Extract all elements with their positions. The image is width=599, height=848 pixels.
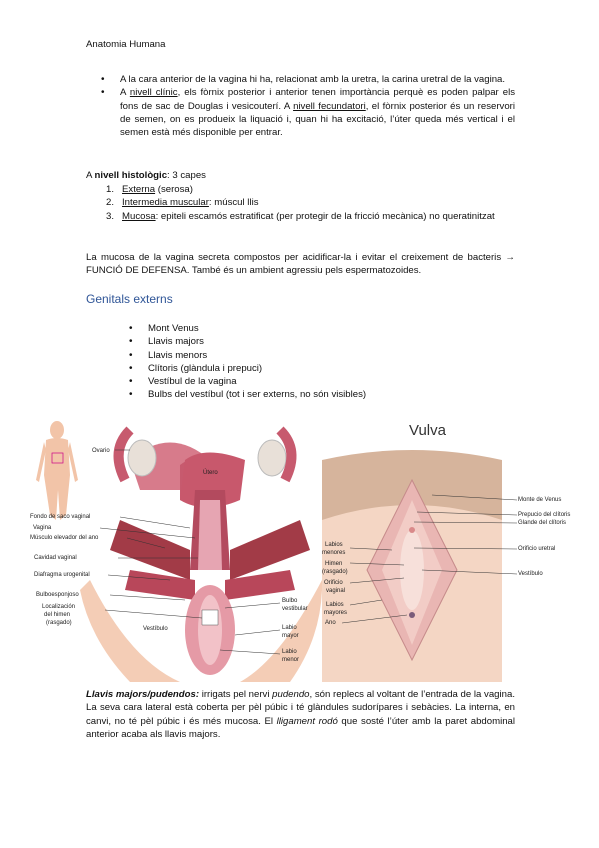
llavis-majors-paragraph: Llavis majors/pudendos: irrigats pel nervi pudendo, són replecs al voltant de l’entrada de la vagina. La seva cara lateral està coberta per pèl púbic i té glàndules sudorípares i sebàcies. La interna, en canvi, no té pèl púbic i és més mucosa. El lligament rodó que sosté l’úter amb la paret abdominal anterior acaba als llavis majors. <box>86 689 516 740</box>
label-utero: Útero <box>203 470 218 476</box>
label-orificio-vaginal-2: vaginal <box>326 588 346 594</box>
list-item: • A la cara anterior de la vagina hi ha, relacionat amb la uretra, la carina uretral de la vagina. <box>120 73 515 86</box>
label-cavidad: Cavidad vaginal <box>34 555 77 561</box>
label-musculo: Músculo elevador del ano <box>30 535 99 541</box>
external-genitals-list <box>148 322 448 402</box>
vulva-title: Vulva <box>409 422 446 439</box>
list-item: 3. Mucosa: epiteli escamós estratificat (per protegir de la fricció mecànica) no queratinitzat <box>106 210 495 222</box>
histology-intro: A nivell histològic: 3 capes <box>86 170 206 181</box>
list-item: 1. Externa (serosa) <box>106 184 193 195</box>
section-heading: Genitals externs <box>86 292 173 306</box>
label-fondo-saco: Fondo de saco vaginal <box>30 514 91 520</box>
label-monte: Monte de Venus <box>518 497 562 503</box>
body-silhouette-icon <box>36 421 78 520</box>
label-orificio-uretral: Orificio uretral <box>518 546 556 552</box>
list-item: 2. Intermedia muscular: múscul llis <box>106 197 259 209</box>
label-localizacion-2: del himen <box>44 612 71 618</box>
label-bulboesponjoso: Bulboesponjoso <box>36 592 79 598</box>
document-header: Anatomia Humana <box>86 39 166 50</box>
label-labio-menor: Labio <box>282 649 297 655</box>
internal-anatomy-illustration <box>30 420 322 682</box>
label-ovario: Ovario <box>92 448 110 454</box>
list-item: • Clítoris (glàndula i prepuci) <box>148 362 448 375</box>
label-diafragma: Diafragma urogenital <box>34 572 90 578</box>
label-labios-mayores-2: mayores <box>324 610 348 616</box>
label-labio-menor-2: menor <box>282 657 300 663</box>
label-bulbo: Bulbo <box>282 598 298 604</box>
uterus-diagram <box>80 430 322 682</box>
label-localizacion: Localización <box>42 604 76 610</box>
label-orificio-vaginal: Orificio <box>324 580 343 586</box>
list-item: • Llavis majors <box>148 335 448 348</box>
label-vagina: Vagina <box>33 525 52 531</box>
label-vestibulo: Vestíbulo <box>143 626 168 632</box>
label-bulbo-2: vestibular <box>282 606 308 612</box>
top-bullet-list <box>120 73 515 139</box>
label-localizacion-3: (rasgado) <box>46 620 72 626</box>
label-labio-mayor: Labio <box>282 625 297 631</box>
label-vestibulo-r: Vestíbulo <box>518 571 543 577</box>
mucosa-paragraph: La mucosa de la vagina secreta compostos per acidificar-la i evitar el creixement de bacteris → FUNCIÓ DE DEFENSA. També és un ambient agressiu pels espermatozoides. <box>86 252 515 277</box>
figure-internal-anatomy <box>30 420 322 682</box>
label-himen-2: (rasgado) <box>322 569 348 575</box>
label-glande: Glande del clítoris <box>518 520 567 526</box>
label-labios-menores: Labios <box>325 542 343 548</box>
list-item: • Bulbs del vestíbul (tot i ser externs, no són visibles) <box>148 388 448 401</box>
label-ano: Ano <box>325 620 336 626</box>
label-himen: Himen <box>325 561 343 567</box>
label-labios-menores-2: menores <box>322 550 346 556</box>
figure-vulva <box>322 420 582 682</box>
list-item: • Llavis menors <box>148 349 448 362</box>
label-prepucio: Prepucio del clítoris <box>518 512 571 518</box>
list-item: • Vestíbul de la vagina <box>148 375 448 388</box>
list-item: • Mont Venus <box>148 322 448 335</box>
histology-layers <box>106 183 515 223</box>
label-labio-mayor-2: mayor <box>282 633 299 639</box>
list-item: • A nivell clínic, els fòrnix posterior i anterior tenen importància perquè es poden palpar els fons de sac de Douglas i vesicouterí. A nivell fecundatori, el fòrnix posterior és un reservori de semen, on es produeix la liquació i, quan hi ha excitació, l’úter queda més vertical i el semen està més disponible per entrar. <box>120 86 515 139</box>
label-labios-mayores: Labios <box>326 602 344 608</box>
